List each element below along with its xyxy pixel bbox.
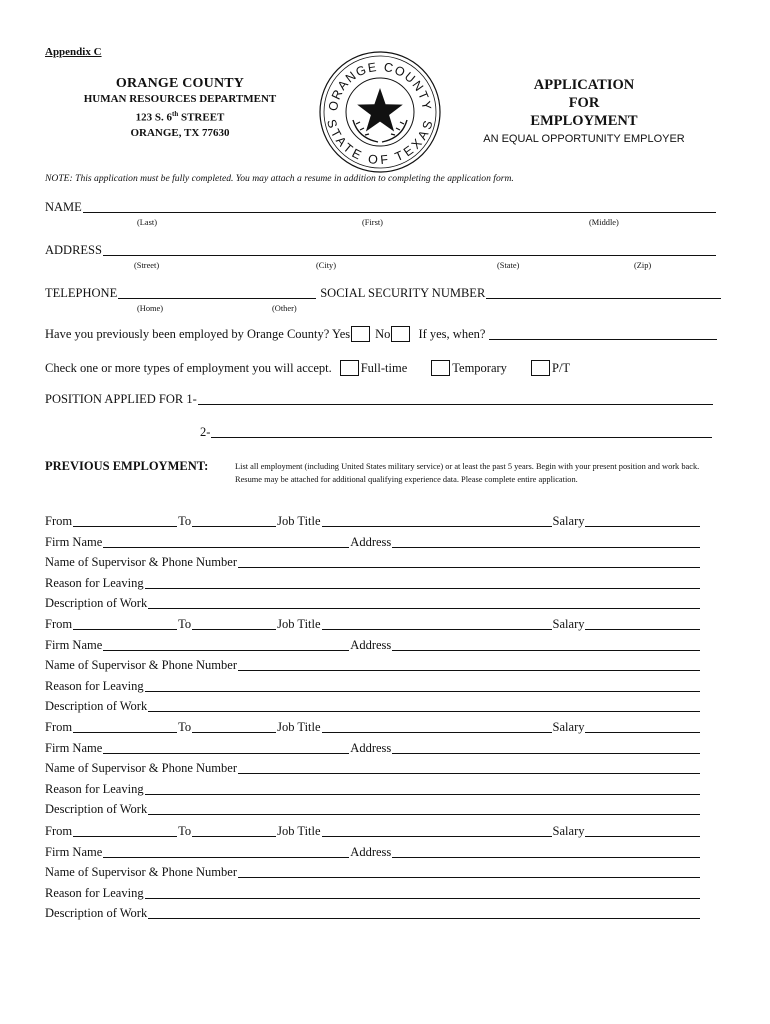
employment-1-description-of-work-row <box>45 596 701 611</box>
from-label: From <box>45 824 73 838</box>
to-label: To <box>178 824 192 838</box>
salary-field[interactable] <box>585 515 700 527</box>
when-field[interactable] <box>489 328 717 340</box>
position-1-row <box>45 392 714 407</box>
firm-address-label: Address <box>350 844 392 859</box>
position-2-row <box>200 425 713 440</box>
from-field[interactable] <box>73 618 177 630</box>
to-label: To <box>178 720 192 734</box>
firm-address-label: Address <box>350 740 392 755</box>
employment-3-reason-for-leaving-row <box>45 782 701 797</box>
from-field[interactable] <box>73 825 177 837</box>
position-2-label: 2- <box>200 425 211 439</box>
employment-4-dates-row <box>45 824 701 839</box>
from-field[interactable] <box>73 721 177 733</box>
job-title-label: Job Title <box>277 617 321 631</box>
when-label: If yes, when? <box>418 327 486 341</box>
job-title-field[interactable] <box>322 618 552 630</box>
part-time-checkbox[interactable] <box>531 360 550 376</box>
name-field[interactable] <box>83 201 716 213</box>
full-time-checkbox[interactable] <box>340 360 359 376</box>
to-field[interactable] <box>192 618 276 630</box>
firm-name-label: Firm Name <box>45 844 103 859</box>
equal-opportunity-statement: AN EQUAL OPPORTUNITY EMPLOYER <box>483 133 685 145</box>
supervisor-phone-label: Name of Supervisor & Phone Number <box>45 761 237 776</box>
supervisor-phone-field[interactable] <box>238 866 700 878</box>
description-of-work-field[interactable] <box>148 597 700 609</box>
form-title-block <box>462 76 706 145</box>
employment-1-supervisor-phone-row <box>45 555 701 570</box>
employment-4-reason-for-leaving-row <box>45 886 701 901</box>
firm-address-label: Address <box>350 637 392 652</box>
employment-3-dates-row <box>45 720 701 735</box>
position-2-field[interactable] <box>211 426 712 438</box>
telephone-other-caption: (Other) <box>272 304 297 313</box>
county-name: ORANGE COUNTY <box>115 76 245 91</box>
street-address-suffix: th <box>171 110 179 118</box>
to-field[interactable] <box>192 515 276 527</box>
address-label: ADDRESS <box>45 243 102 257</box>
no-checkbox[interactable] <box>391 326 410 342</box>
firm-address-field[interactable] <box>392 742 700 754</box>
address-field[interactable] <box>103 244 716 256</box>
address-city-caption: (City) <box>316 261 337 270</box>
supervisor-phone-label: Name of Supervisor & Phone Number <box>45 658 237 673</box>
supervisor-phone-label: Name of Supervisor & Phone Number <box>45 865 237 880</box>
employment-type-row <box>45 360 570 376</box>
name-last-caption: (Last) <box>137 218 157 227</box>
job-title-label: Job Title <box>277 514 321 528</box>
form-title-line-2: FOR <box>568 95 600 111</box>
description-of-work-field[interactable] <box>148 700 700 712</box>
employment-type-question: Check one or more types of employment you will accept. <box>45 361 332 375</box>
supervisor-phone-field[interactable] <box>238 659 700 671</box>
form-note: NOTE: This application must be fully completed. You may attach a resume in addition to completing the application form. <box>45 173 514 184</box>
seal-top-text: ORANGE COUNTY <box>325 59 435 113</box>
employment-4-firm-row <box>45 845 701 860</box>
employment-3-supervisor-phone-row <box>45 761 701 776</box>
employment-4-description-of-work-row <box>45 906 701 921</box>
form-title-line-3: EMPLOYMENT <box>530 113 638 129</box>
reason-for-leaving-field[interactable] <box>145 887 700 899</box>
job-title-field[interactable] <box>322 515 552 527</box>
firm-name-label: Firm Name <box>45 534 103 549</box>
county-seal-icon <box>318 50 442 174</box>
temporary-label: Temporary <box>452 361 507 375</box>
to-label: To <box>178 514 192 528</box>
reason-for-leaving-label: Reason for Leaving <box>45 885 144 900</box>
previous-employment-instructions: List all employment (including United States military service) or at least the past 5 years. Begin with your present position and work back. Resume may be attached for additional qualifying experience data. Please complete entire application. <box>235 462 700 484</box>
supervisor-phone-field[interactable] <box>238 556 700 568</box>
employment-1-reason-for-leaving-row <box>45 576 701 591</box>
employment-2-dates-row <box>45 617 701 632</box>
previously-employed-row <box>45 326 718 342</box>
address-row <box>45 243 717 258</box>
job-title-field[interactable] <box>322 721 552 733</box>
temporary-checkbox[interactable] <box>431 360 450 376</box>
firm-name-field[interactable] <box>103 639 349 651</box>
from-label: From <box>45 720 73 734</box>
description-of-work-field[interactable] <box>148 907 700 919</box>
no-label: No <box>375 327 391 341</box>
description-of-work-field[interactable] <box>148 803 700 815</box>
from-label: From <box>45 514 73 528</box>
part-time-label: P/T <box>551 361 570 375</box>
appendix-label: Appendix C <box>45 46 102 58</box>
description-of-work-label: Description of Work <box>45 596 148 611</box>
previously-employed-question: Have you previously been employed by Orange County? Yes <box>45 327 351 341</box>
telephone-row <box>45 286 722 301</box>
employment-3-description-of-work-row <box>45 802 701 817</box>
firm-address-field[interactable] <box>392 846 700 858</box>
svg-text:STATE OF TEXAS <box>324 118 436 167</box>
description-of-work-label: Description of Work <box>45 802 148 817</box>
position-1-label: POSITION APPLIED FOR 1- <box>45 392 197 406</box>
job-title-label: Job Title <box>277 824 321 838</box>
ssn-label: SOCIAL SECURITY NUMBER <box>320 286 486 300</box>
department-name: HUMAN RESOURCES DEPARTMENT <box>83 93 277 105</box>
employment-2-firm-row <box>45 638 701 653</box>
reason-for-leaving-field[interactable] <box>145 783 700 795</box>
salary-field[interactable] <box>585 618 700 630</box>
salary-label: Salary <box>552 617 585 631</box>
yes-checkbox[interactable] <box>351 326 370 342</box>
firm-name-label: Firm Name <box>45 740 103 755</box>
street-address-name: STREET <box>178 111 225 124</box>
firm-name-field[interactable] <box>103 742 349 754</box>
description-of-work-label: Description of Work <box>45 906 148 921</box>
name-middle-caption: (Middle) <box>589 218 619 227</box>
telephone-field[interactable] <box>118 287 316 299</box>
employment-1-firm-row <box>45 535 701 550</box>
reason-for-leaving-label: Reason for Leaving <box>45 575 144 590</box>
firm-address-field[interactable] <box>392 639 700 651</box>
previous-employment-heading: PREVIOUS EMPLOYMENT: <box>45 459 209 473</box>
reason-for-leaving-label: Reason for Leaving <box>45 678 144 693</box>
job-title-field[interactable] <box>322 825 552 837</box>
seal-bottom-text: STATE OF TEXAS <box>324 117 436 168</box>
name-label: NAME <box>45 200 82 214</box>
employment-2-description-of-work-row <box>45 699 701 714</box>
salary-label: Salary <box>552 720 585 734</box>
firm-address-label: Address <box>350 534 392 549</box>
city-state-zip: ORANGE, TX 77630 <box>130 126 230 139</box>
to-label: To <box>178 617 192 631</box>
firm-name-field[interactable] <box>103 846 349 858</box>
salary-label: Salary <box>552 824 585 838</box>
ssn-field[interactable] <box>486 287 721 299</box>
supervisor-phone-label: Name of Supervisor & Phone Number <box>45 555 237 570</box>
full-time-label: Full-time <box>360 361 408 375</box>
reason-for-leaving-field[interactable] <box>145 577 700 589</box>
reason-for-leaving-field[interactable] <box>145 680 700 692</box>
name-first-caption: (First) <box>362 218 383 227</box>
employment-4-supervisor-phone-row <box>45 865 701 880</box>
form-title-line-1: APPLICATION <box>533 77 635 93</box>
salary-label: Salary <box>552 514 585 528</box>
employment-3-firm-row <box>45 741 701 756</box>
street-address <box>45 107 315 126</box>
employer-header <box>45 76 315 141</box>
to-field[interactable] <box>192 721 276 733</box>
name-row <box>45 200 717 215</box>
firm-name-label: Firm Name <box>45 637 103 652</box>
job-title-label: Job Title <box>277 720 321 734</box>
description-of-work-label: Description of Work <box>45 699 148 714</box>
reason-for-leaving-label: Reason for Leaving <box>45 781 144 796</box>
firm-name-field[interactable] <box>103 536 349 548</box>
employment-2-reason-for-leaving-row <box>45 679 701 694</box>
position-1-field[interactable] <box>198 393 713 405</box>
salary-field[interactable] <box>585 825 700 837</box>
firm-address-field[interactable] <box>392 536 700 548</box>
address-street-caption: (Street) <box>134 261 160 270</box>
star-icon <box>357 88 403 132</box>
salary-field[interactable] <box>585 721 700 733</box>
telephone-home-caption: (Home) <box>137 304 164 313</box>
from-field[interactable] <box>73 515 177 527</box>
address-state-caption: (State) <box>497 261 520 270</box>
employment-1-dates-row <box>45 514 701 529</box>
supervisor-phone-field[interactable] <box>238 762 700 774</box>
to-field[interactable] <box>192 825 276 837</box>
address-zip-caption: (Zip) <box>634 261 652 270</box>
employment-2-supervisor-phone-row <box>45 658 701 673</box>
street-address-number: 123 S. 6 <box>135 111 172 124</box>
telephone-label: TELEPHONE <box>45 286 118 300</box>
from-label: From <box>45 617 73 631</box>
